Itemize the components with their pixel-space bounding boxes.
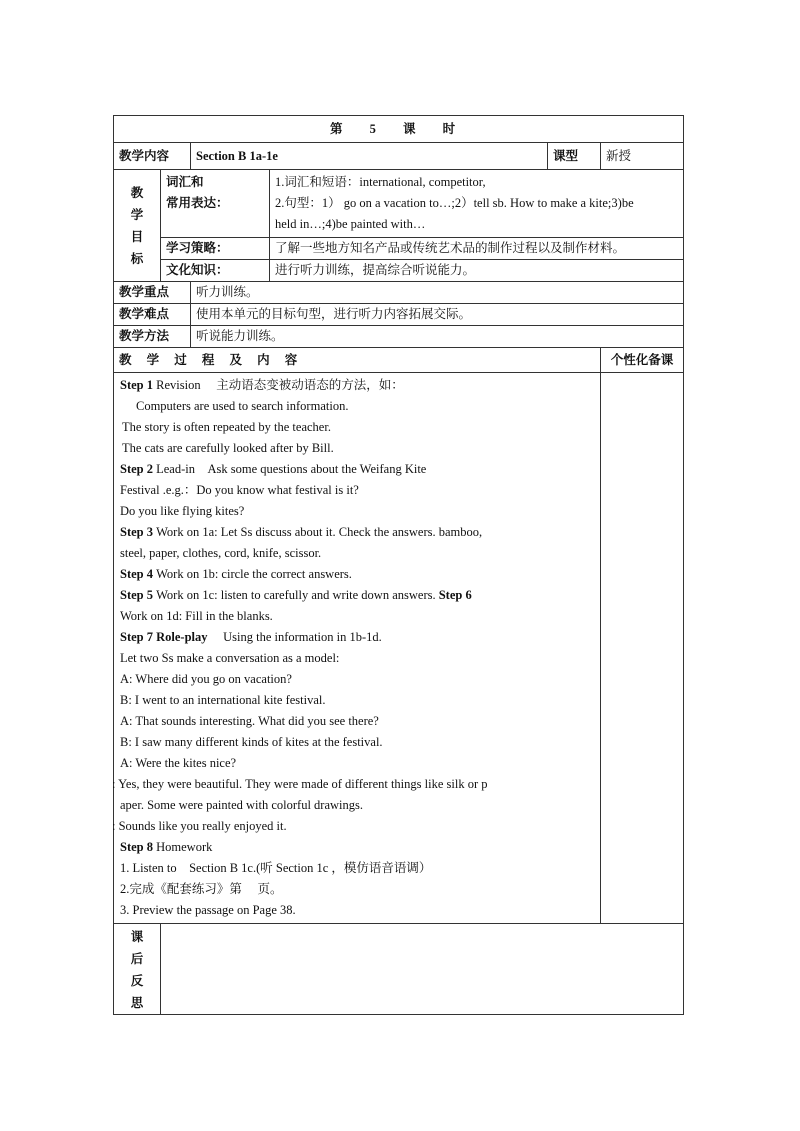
process-line bbox=[112, 774, 594, 795]
process-line bbox=[120, 732, 594, 753]
step-text: 2.完成《配套练习》第 页。 bbox=[120, 882, 283, 896]
type-value: 新授 bbox=[601, 143, 684, 170]
difficult-point-value: 使用本单元的目标句型，进行听力内容拓展交际。 bbox=[191, 304, 684, 326]
reflection-row bbox=[114, 924, 684, 1015]
process-line bbox=[120, 858, 594, 879]
step-label: Step 5 bbox=[120, 588, 157, 602]
title-row bbox=[114, 116, 684, 143]
strategy-label: 学习策略： bbox=[161, 238, 270, 260]
side-char: 标 bbox=[130, 251, 144, 266]
strategy-value: 了解一些地方知名产品或传统艺术品的制作过程以及制作材料。 bbox=[270, 238, 684, 260]
step-label: Step 7 Role-play bbox=[120, 630, 208, 644]
step-text: 1. Listen to Section B 1c.(听 Section 1c ，模仿语音语调） bbox=[120, 861, 432, 875]
step-label: Step 6 bbox=[438, 588, 472, 602]
step-text: Using the information in 1b-1d. bbox=[207, 630, 382, 644]
step-text: A: Were the kites nice? bbox=[120, 756, 237, 770]
vocab-line-3: held in…;4)be painted with… bbox=[275, 217, 426, 231]
process-line bbox=[120, 480, 594, 501]
side-char: 反 bbox=[130, 974, 144, 988]
step-text: Lead-in Ask some questions about the Weifang Kite bbox=[156, 462, 427, 476]
step-text: : Sounds like you really enjoyed it. bbox=[112, 819, 287, 833]
step-text: Do you like flying kites? bbox=[120, 504, 245, 518]
step-text: Work on 1d: Fill in the blanks. bbox=[120, 609, 273, 623]
reflection-value bbox=[161, 924, 684, 1015]
lesson-plan-sheet bbox=[113, 115, 683, 1015]
step-text: A: That sounds interesting. What did you see there? bbox=[120, 714, 379, 728]
culture-row bbox=[114, 260, 684, 282]
process-line bbox=[120, 459, 594, 480]
step-label: Step 3 bbox=[120, 525, 157, 539]
process-line bbox=[120, 627, 594, 648]
process-line bbox=[120, 669, 594, 690]
step-text: Revision 主动语态变被动语态的方法，如： bbox=[156, 378, 404, 392]
process-line bbox=[120, 900, 594, 921]
process-line bbox=[120, 795, 594, 816]
vocab-row bbox=[114, 170, 684, 238]
step-text: B: I went to an international kite festival. bbox=[120, 693, 326, 707]
step-text: Homework bbox=[156, 840, 213, 854]
step-label: Step 1 bbox=[120, 378, 157, 392]
step-label: Step 8 bbox=[120, 840, 157, 854]
process-line bbox=[120, 690, 594, 711]
process-body-row bbox=[114, 373, 684, 924]
step-text: B: I saw many different kinds of kites at the festival. bbox=[120, 735, 383, 749]
side-char: 教 bbox=[130, 185, 144, 200]
type-label: 课型 bbox=[548, 143, 601, 170]
process-line bbox=[120, 375, 594, 396]
key-point-row bbox=[114, 282, 684, 304]
step-text: Work on 1b: circle the correct answers. bbox=[156, 567, 352, 581]
step-text: 3. Preview the passage on Page 38. bbox=[120, 903, 296, 917]
vocab-label-line1: 词汇和 bbox=[166, 175, 204, 189]
side-char: 学 bbox=[130, 207, 144, 222]
step-text: Work on 1a: Let Ss discuss about it. Check the answers. bamboo, bbox=[156, 525, 483, 539]
process-steps bbox=[114, 373, 601, 924]
side-char: 课 bbox=[130, 930, 144, 944]
process-header-row bbox=[114, 348, 684, 373]
step-text: The story is often repeated by the teacher. bbox=[122, 420, 331, 434]
personal-prep-cell bbox=[601, 373, 684, 924]
step-text: The cats are carefully looked after by Bill. bbox=[122, 441, 334, 455]
process-line bbox=[120, 648, 594, 669]
process-line bbox=[120, 396, 594, 417]
step-label: Step 2 bbox=[120, 462, 157, 476]
step-text: Let two Ss make a conversation as a model: bbox=[120, 651, 340, 665]
content-row bbox=[114, 143, 684, 170]
step-text: Festival .e.g.：Do you know what festival is it? bbox=[120, 483, 359, 497]
personal-prep-header: 个性化备课 bbox=[601, 348, 684, 373]
process-line bbox=[120, 438, 594, 459]
key-point-label: 教学重点 bbox=[114, 282, 191, 304]
side-char: 后 bbox=[130, 952, 144, 966]
side-char: 思 bbox=[130, 996, 144, 1010]
side-char: 目 bbox=[130, 229, 144, 244]
process-line bbox=[120, 879, 594, 900]
content-value: Section B 1a-1e bbox=[191, 143, 548, 170]
content-label: 教学内容 bbox=[114, 143, 191, 170]
steps-container bbox=[112, 375, 594, 921]
process-line bbox=[120, 837, 594, 858]
process-line bbox=[120, 585, 594, 606]
step-text: : Yes, they were beautiful. They were made of different things like silk or p bbox=[112, 777, 488, 791]
process-line bbox=[120, 564, 594, 585]
reflection-side-label bbox=[114, 924, 161, 1015]
lesson-title: 第 5 课 时 bbox=[114, 116, 684, 143]
culture-label: 文化知识： bbox=[161, 260, 270, 282]
step-text: steel, paper, clothes, cord, knife, scissor. bbox=[120, 546, 322, 560]
lesson-plan-table bbox=[113, 115, 684, 1015]
method-row bbox=[114, 326, 684, 348]
process-header: 教 学 过 程 及 内 容 bbox=[114, 348, 601, 373]
vocab-line-1: 1.词汇和短语：international, competitor, bbox=[275, 175, 486, 189]
step-text: Computers are used to search information. bbox=[136, 399, 349, 413]
process-line bbox=[120, 417, 594, 438]
objectives-side-label bbox=[114, 170, 161, 282]
method-label: 教学方法 bbox=[114, 326, 191, 348]
process-line bbox=[120, 753, 594, 774]
difficult-point-label: 教学难点 bbox=[114, 304, 191, 326]
method-value: 听说能力训练。 bbox=[191, 326, 684, 348]
vocab-line-2: 2.句型：1） go on a vacation to…;2）tell sb. How to make a kite;3)be bbox=[275, 196, 634, 210]
process-line bbox=[120, 606, 594, 627]
key-point-value: 听力训练。 bbox=[191, 282, 684, 304]
step-text: aper. Some were painted with colorful drawings. bbox=[120, 798, 363, 812]
strategy-row bbox=[114, 238, 684, 260]
process-line bbox=[112, 816, 594, 837]
process-line bbox=[120, 543, 594, 564]
process-line bbox=[120, 501, 594, 522]
culture-value: 进行听力训练，提高综合听说能力。 bbox=[270, 260, 684, 282]
vocab-label-line2: 常用表达： bbox=[166, 196, 229, 210]
step-text: A: Where did you go on vacation? bbox=[120, 672, 292, 686]
vocab-label bbox=[161, 170, 270, 238]
step-label: Step 4 bbox=[120, 567, 157, 581]
difficult-point-row bbox=[114, 304, 684, 326]
process-line bbox=[120, 522, 594, 543]
vocab-value bbox=[270, 170, 684, 238]
step-text: Work on 1c: listen to carefully and write down answers. bbox=[156, 588, 439, 602]
process-line bbox=[120, 711, 594, 732]
